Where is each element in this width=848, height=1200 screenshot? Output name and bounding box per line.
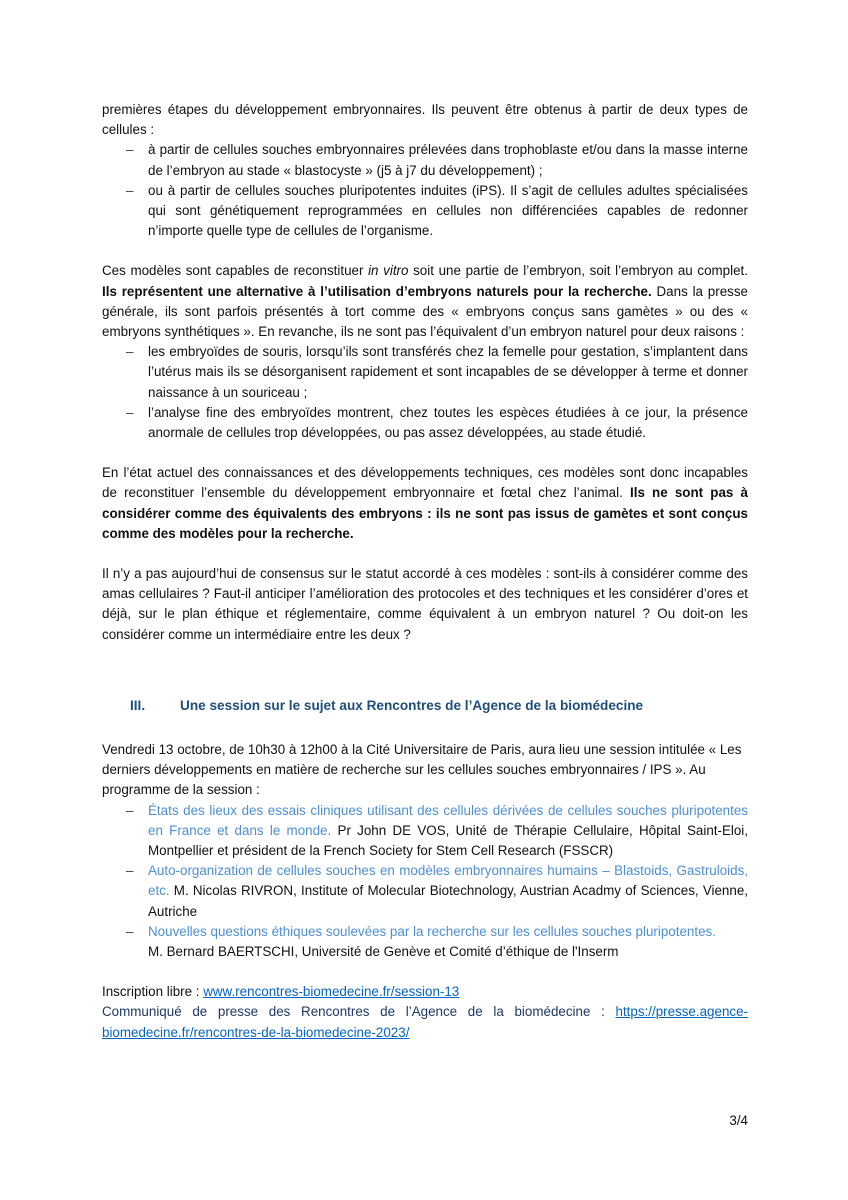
list-item: – les embryoïdes de souris, lorsqu’ils sont transférés chez la femelle pour gestation, s’implantent dans l’utérus mais ils se désorganisent rapidement et sont incapables de se développer à terme et donner naissance à un souriceau ; xyxy=(126,344,748,400)
talk-speaker: Pr John DE VOS, Unité de Thérapie Cellulaire, Hôpital Saint-Eloi, Montpellier et président de la French Society for Stem Cell Research (FSSCR) xyxy=(148,822,748,859)
cell-types-list xyxy=(102,140,748,241)
talk-title: États des lieux des essais cliniques utilisant des cellules dérivées de cellules souches pluripotentes en France et dans le monde. xyxy=(148,802,748,838)
program-item xyxy=(126,801,748,862)
talk-speaker: M. Nicolas RIVRON, Institute of Molecular Biotechnology, Austrian Acadmy of Sciences, Vienne, Autriche xyxy=(148,883,748,919)
talk-title: Nouvelles questions éthiques soulevées par la recherche sur les cellules souches pluripotentes. xyxy=(148,923,716,939)
section-heading xyxy=(130,698,643,713)
session-body xyxy=(102,740,748,1043)
talk-speaker: M. Bernard BAERTSCHI, Université de Genève et Comité d’éthique de l'Inserm xyxy=(148,944,619,960)
models-paragraph: Ces modèles sont capables de reconstituer in vitro soit une partie de l’embryon, soit l’embryon au complet. Ils représentent une alternative à l’utilisation d’embryons naturels pour la recherche. Dans la presse générale, ils sont parfois présentés à tort comme des « embryons conçus sans gamètes » ou des « embryons synthétiques ». En revanche, ils ne sont pas l’équivalent d’un embryon naturel pour deux raisons : xyxy=(102,263,748,340)
section-number: III. xyxy=(130,698,146,713)
list-item: – à partir de cellules souches embryonnaires prélevées dans trophoblaste et/ou dans la masse interne de l’embryon au stade « blastocyste » (j5 à j7 du développement) ; xyxy=(126,142,748,178)
dash-bullet-icon: – xyxy=(126,404,134,420)
document-body xyxy=(102,100,748,645)
press-line: Communiqué de presse des Rencontres de l’Agence de la biomédecine : https://presse.agence-biomedecine.fr/rencontres-de-la-biomedecine-2023/ xyxy=(102,1004,748,1040)
dash-bullet-icon: – xyxy=(126,863,134,879)
list-item: – ou à partir de cellules souches pluripotentes induites (iPS). Il s’agit de cellules adultes spécialisées qui sont génétiquement reprogrammées en cellules non différenciées capables de redonner n’importe quelle type de cellules de l’organisme. xyxy=(126,182,748,239)
talk-title: Auto-organization de cellules souches en modèles embryonnaires humains – Blastoids, Gastruloids, etc. xyxy=(148,863,748,899)
list-item: – l’analyse fine des embryoïdes montrent, chez toutes les espèces étudiées à ce jour, la présence anormale de cellules trop développées, ou pas assez développées, au stade étudié. xyxy=(126,404,748,441)
press-link[interactable]: https://presse.agence-biomedecine.fr/rencontres-de-la-biomedecine-2023/ xyxy=(102,1004,748,1040)
intro-paragraph: premières étapes du développement embryonnaires. Ils peuvent être obtenus à partir de deux types de cellules : xyxy=(102,102,748,138)
program-item xyxy=(126,861,748,922)
consensus-paragraph: Il n’y a pas aujourd’hui de consensus sur le statut accordé à ces modèles : sont-ils à considérer comme des amas cellulaires ? Faut-il anticiper l’amélioration des protocoles et des techniques et les considérer d’ores et déjà, sur le plan éthique et réglementaire, comme équivalent à un embryon naturel ? Ou doit-on les considérer comme un intermédiaire entre les deux ? xyxy=(102,566,748,642)
state-paragraph: En l’état actuel des connaissances et des développements techniques, ces modèles sont donc incapables de reconstituer l’ensemble du développement embryonnaire et fœtal chez l’animal. Ils ne sont pas à considérer comme des équivalents des embryons : ils ne sont pas issus de gamètes et sont conçus comme des modèles pour la recherche. xyxy=(102,465,748,541)
dash-bullet-icon: – xyxy=(126,344,134,360)
dash-bullet-icon: – xyxy=(126,182,134,198)
dash-bullet-icon: – xyxy=(126,923,134,939)
session-intro: Vendredi 13 octobre, de 10h30 à 12h00 à la Cité Universitaire de Paris, aura lieu une session intitulée « Les derniers développements en matière de recherche sur les cellules souches embryonnaires / IPS ». Au programme de la session : xyxy=(102,742,742,798)
page-number: 3/4 xyxy=(729,1113,748,1128)
section-title: Une session sur le sujet aux Rencontres de l’Agence de la biomédecine xyxy=(180,698,644,713)
dash-bullet-icon: – xyxy=(126,802,134,818)
registration-line: Inscription libre : www.rencontres-biomedecine.fr/session-13 xyxy=(102,984,460,1000)
program-list xyxy=(102,801,748,963)
registration-link[interactable]: www.rencontres-biomedecine.fr/session-13 xyxy=(203,984,460,1000)
program-item xyxy=(126,922,748,962)
dash-bullet-icon: – xyxy=(126,142,134,158)
reasons-list xyxy=(102,342,748,443)
